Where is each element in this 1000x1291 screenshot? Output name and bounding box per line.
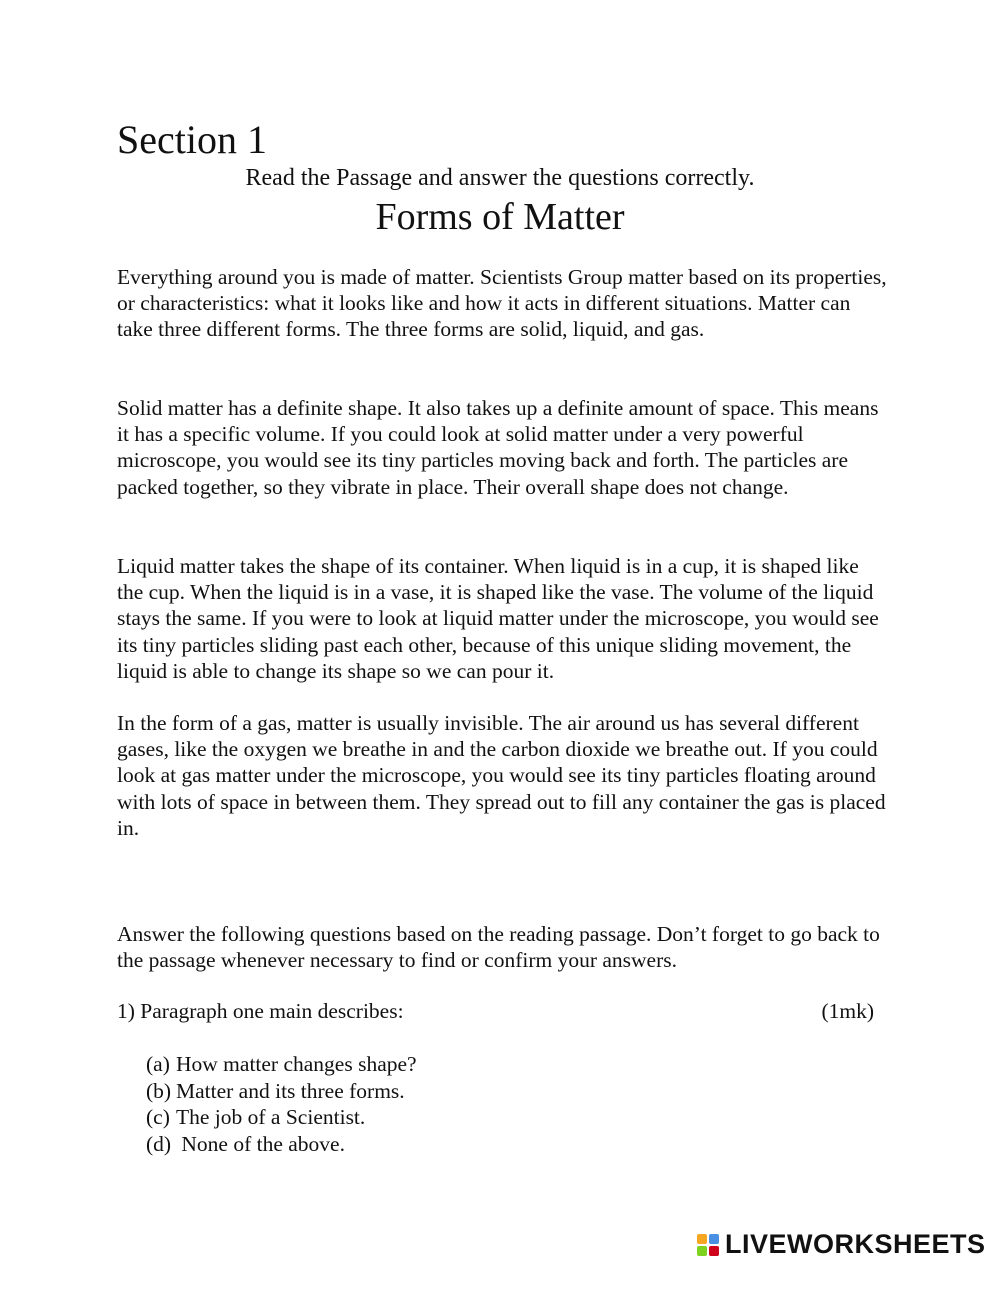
question-1 xyxy=(117,998,874,1024)
option-d-text: None of the above. xyxy=(176,1131,345,1156)
question-1-options xyxy=(146,1051,417,1157)
section-title: Section 1 xyxy=(117,117,267,162)
option-a[interactable] xyxy=(146,1051,417,1078)
logo-text: LIVEWORKSHEETS xyxy=(725,1229,986,1259)
option-c-label: (c) xyxy=(146,1105,170,1129)
questions-intro: Answer the following questions based on the reading passage. Don’t forget to go back to the passage whenever necessary to find or confirm your answers. xyxy=(117,922,880,973)
passage-paragraph-1: Everything around you is made of matter. Scientists Group matter based on its properties, or characteristics: what it looks like and how it acts in different situations. Matter can take three different forms. The three forms are solid, liquid, and gas. xyxy=(117,265,887,342)
liveworksheets-logo xyxy=(697,1229,986,1260)
logo-square-4 xyxy=(709,1246,719,1256)
option-a-label: (a) xyxy=(146,1052,170,1076)
liveworksheets-logo-icon xyxy=(697,1234,719,1256)
passage-paragraph-3: Liquid matter takes the shape of its container. When liquid is in a cup, it is shaped like the cup. When the liquid is in a vase, it is shaped like the vase. The volume of the liquid stays the same. If you were to look at liquid matter under the microscope, you would see its tiny particles sliding past each other, because of this unique sliding movement, the liquid is able to change its shape so we can pour it. xyxy=(117,554,879,683)
question-1-marks: (1mk) xyxy=(821,999,874,1023)
logo-square-3 xyxy=(697,1246,707,1256)
passage-title: Forms of Matter xyxy=(375,196,625,238)
logo-square-2 xyxy=(709,1234,719,1244)
option-c[interactable] xyxy=(146,1104,417,1131)
passage-paragraph-4: In the form of a gas, matter is usually invisible. The air around us has several different gases, like the oxygen we breathe in and the carbon dioxide we breathe out. If you could look at gas matter under the microscope, you would see its tiny particles floating around with lots of space in between them. They spread out to fill any container the gas is placed in. xyxy=(117,711,886,840)
option-c-text: The job of a Scientist. xyxy=(176,1105,366,1129)
passage-paragraph-2: Solid matter has a definite shape. It also takes up a definite amount of space. This means it has a specific volume. If you could look at solid matter under a very powerful microscope, you would see its tiny particles moving back and forth. The particles are packed together, so they vibrate in place. Their overall shape does not change. xyxy=(117,396,879,499)
option-b-text: Matter and its three forms. xyxy=(176,1078,405,1103)
instruction-text: Read the Passage and answer the questions correctly. xyxy=(245,165,755,191)
option-a-text: How matter changes shape? xyxy=(176,1052,417,1076)
option-d-label: (d) xyxy=(146,1131,172,1156)
option-b-label: (b) xyxy=(146,1078,172,1103)
option-b[interactable] xyxy=(146,1078,417,1105)
option-d[interactable] xyxy=(146,1131,417,1158)
question-1-text: 1) Paragraph one main describes: xyxy=(117,999,404,1023)
logo-square-1 xyxy=(697,1234,707,1244)
